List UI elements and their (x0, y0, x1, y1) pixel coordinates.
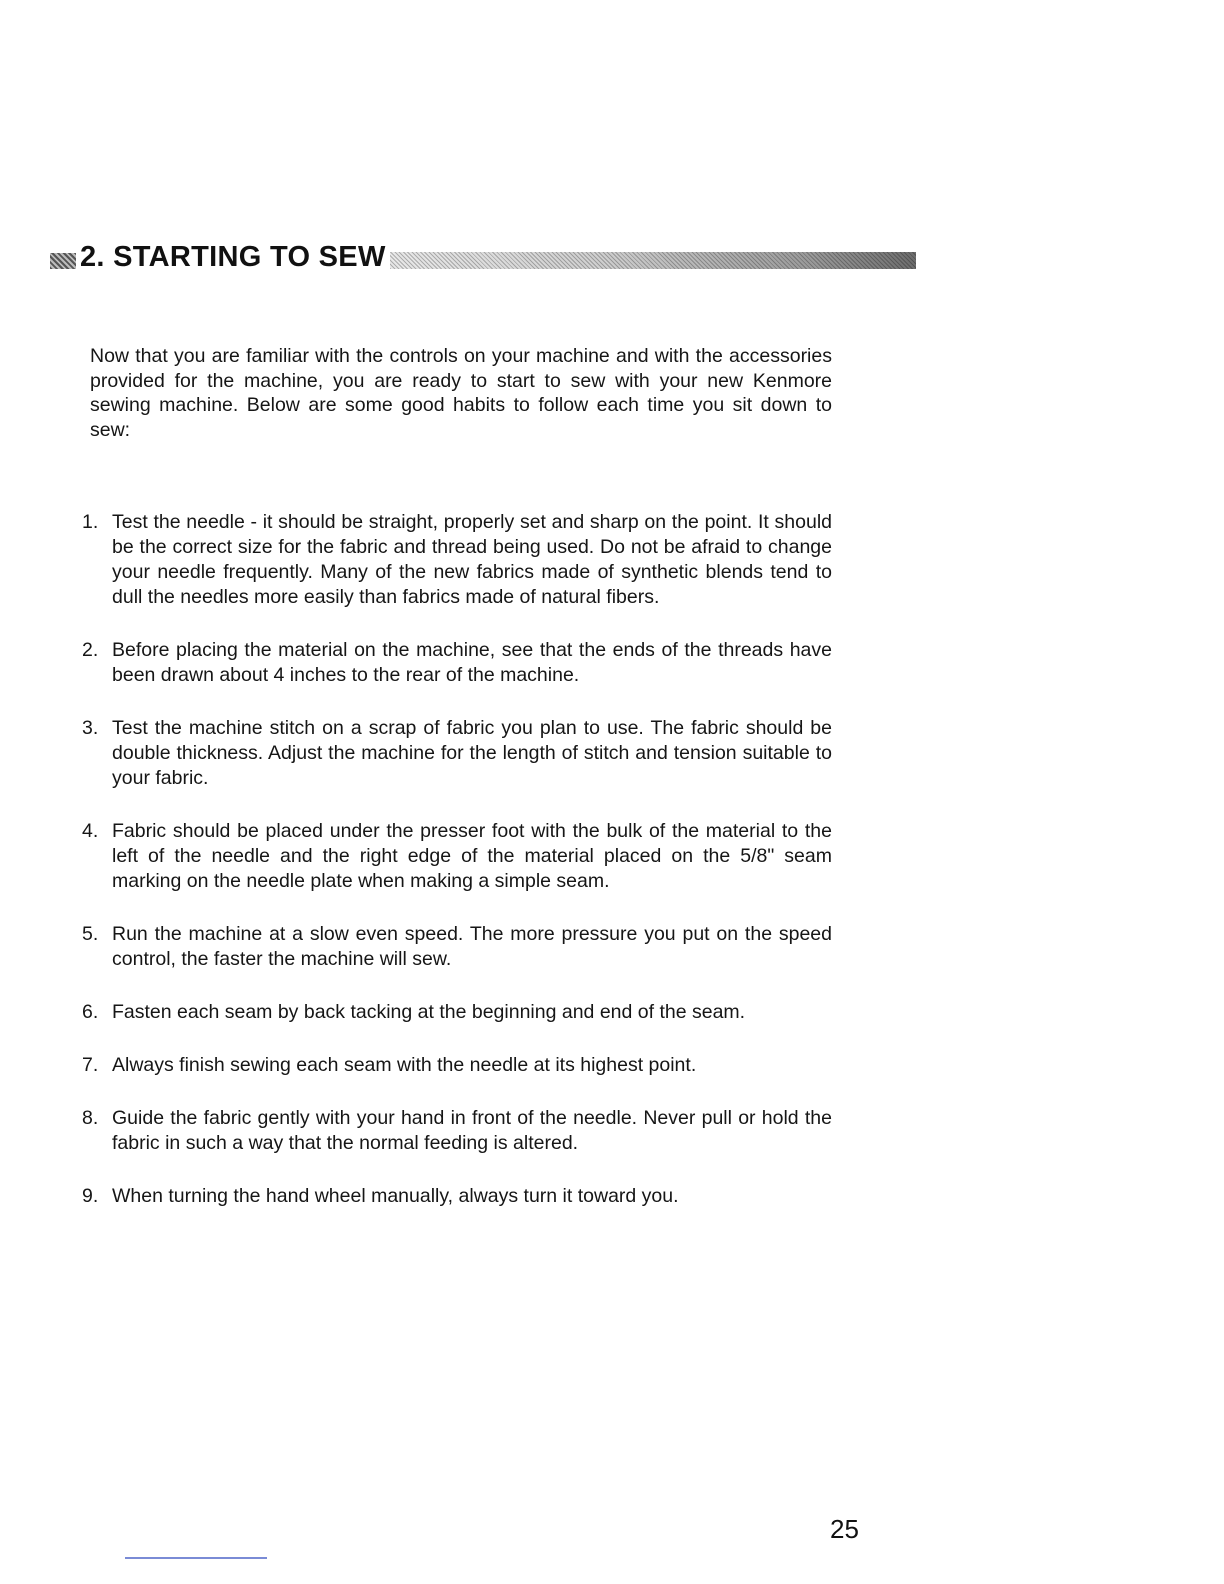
step-text: Guide the fabric gently with your hand in front of the needle. Never pull or hold the fabric in such a way that the normal feeding is altered. (112, 1107, 832, 1154)
step-item-6 (82, 1000, 832, 1025)
step-item-4 (82, 819, 832, 894)
page-number: 25 (830, 1514, 859, 1544)
step-number: 9. (82, 1185, 99, 1207)
header-shaded-bar (390, 252, 916, 269)
step-text: Run the machine at a slow even speed. The more pressure you put on the speed control, the faster the machine will sew. (112, 923, 832, 970)
step-number: 2. (82, 639, 99, 661)
step-number: 3. (82, 717, 99, 739)
section-title: 2. STARTING TO SEW (80, 240, 386, 273)
section-header (50, 236, 916, 278)
step-number: 5. (82, 923, 99, 945)
steps-list (82, 510, 832, 1237)
step-number: 6. (82, 1001, 99, 1023)
step-number: 7. (82, 1054, 99, 1076)
step-item-1 (82, 510, 832, 610)
step-item-9 (82, 1184, 832, 1209)
header-marker-icon (50, 253, 76, 269)
step-text: Fabric should be placed under the presser foot with the bulk of the material to the left of the needle and the right edge of the material placed on the 5/8" seam marking on the needle plate when making a simple seam. (112, 820, 832, 892)
step-text: Always finish sewing each seam with the needle at its highest point. (112, 1054, 697, 1076)
intro-paragraph: Now that you are familiar with the controls on your machine and with the accessories provided for the machine, you are ready to start to sew with your new Kenmore sewing machine. Below are some good habits to follow each time you sit down to sew: (90, 345, 832, 441)
step-text: Before placing the material on the machine, see that the ends of the threads have been drawn about 4 inches to the rear of the machine. (112, 639, 832, 686)
step-number: 8. (82, 1107, 99, 1129)
step-item-8 (82, 1106, 832, 1156)
footer-rule (125, 1557, 267, 1559)
step-text: Test the machine stitch on a scrap of fabric you plan to use. The fabric should be double thickness. Adjust the machine for the length of stitch and tension suitable to your fabric. (112, 717, 832, 789)
step-item-7 (82, 1053, 832, 1078)
step-item-3 (82, 716, 832, 791)
step-text: When turning the hand wheel manually, always turn it toward you. (112, 1185, 679, 1207)
step-item-2 (82, 638, 832, 688)
step-number: 4. (82, 820, 99, 842)
step-text: Test the needle - it should be straight, properly set and sharp on the point. It should be the correct size for the fabric and thread being used. Do not be afraid to change your needle frequently. Many of the new fabrics made of synthetic blends tend to dull the needles more easily than fabrics made of natural fibers. (112, 511, 832, 608)
step-item-5 (82, 922, 832, 972)
step-text: Fasten each seam by back tacking at the beginning and end of the seam. (112, 1001, 746, 1023)
step-number: 1. (82, 511, 99, 533)
